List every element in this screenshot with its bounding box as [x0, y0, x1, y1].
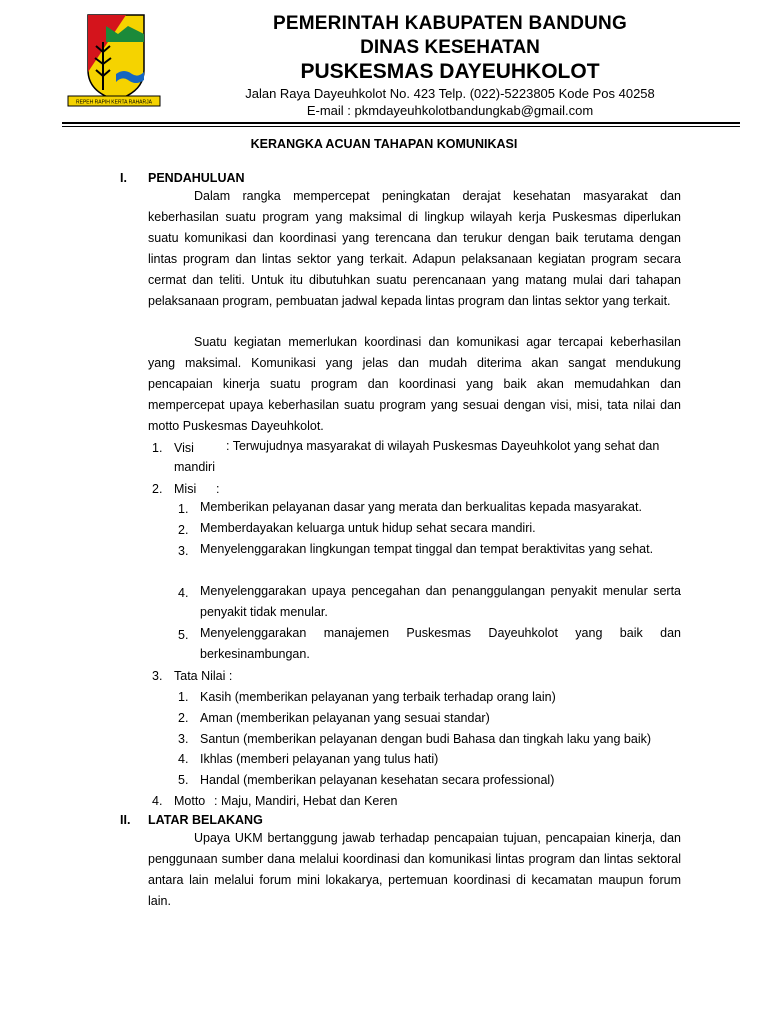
tata-nilai-item-1-number: 1. — [178, 690, 189, 704]
motto-number: 4. — [152, 794, 163, 808]
tata-nilai-label: Tata Nilai : — [174, 669, 233, 683]
tata-nilai-item-1-text: Kasih (memberikan pelayanan yang terbaik terhadap orang lain) — [200, 690, 556, 704]
section1-title: PENDAHULUAN — [148, 171, 245, 185]
header-government-name: PEMERINTAH KABUPATEN BANDUNG — [273, 13, 627, 34]
motto-label: Motto — [174, 794, 206, 808]
misi-item-1-number: 1. — [178, 502, 189, 516]
crest-motto-text: REPEH RAPIH KERTA RAHARJA — [76, 99, 152, 106]
header-divider-thick — [62, 122, 740, 124]
misi-number: 2. — [152, 482, 163, 496]
misi-item-3-text: Menyelenggarakan lingkungan tempat tinggal dan tempat beraktivitas yang sehat. — [200, 542, 654, 556]
misi-item-4-number: 4. — [178, 586, 189, 600]
misi-item-2-number: 2. — [178, 523, 189, 537]
header-divider-thin — [62, 126, 740, 127]
section2-paragraph-1: Upaya UKM bertanggung jawab terhadap pencapaian tujuan, pencapaian kinerja, dan penggunaan sumber dana melalui koordinasi dan komunikasi lintas program dan lintas sektoral antara lain melalui forum mini lokakarya, pertemuan koordinasi di kecamatan maupun forum lain. — [148, 831, 681, 908]
misi-item-2-text: Memberdayakan keluarga untuk hidup sehat secara mandiri. — [200, 521, 536, 535]
misi-item-1-text: Memberikan pelayanan dasar yang merata dan berkualitas kepada masyarakat. — [200, 500, 642, 514]
misi-item-5-number: 5. — [178, 628, 189, 642]
section1-number: I. — [120, 171, 127, 185]
document-title: KERANGKA ACUAN TAHAPAN KOMUNIKASI — [250, 137, 518, 151]
tata-nilai-item-4-number: 4. — [178, 752, 189, 766]
tata-nilai-item-4-text: Ikhlas (memberi pelayanan yang tulus hati) — [200, 752, 439, 766]
tata-nilai-item-5-text: Handal (memberikan pelayanan kesehatan secara professional) — [200, 773, 555, 787]
header-address: Jalan Raya Dayeuhkolot No. 423 Telp. (022)-5223805 Kode Pos 40258 — [245, 86, 655, 101]
misi-item-5-text: Menyelenggarakan manajemen Puskesmas Dayeuhkolot yang baik dan berkesinambungan. — [200, 626, 681, 661]
misi-item-3-number: 3. — [178, 544, 189, 558]
misi-label: Misi — [174, 482, 197, 496]
section2-number: II. — [120, 813, 131, 827]
misi-colon: : — [216, 482, 220, 496]
tata-nilai-item-2-number: 2. — [178, 711, 189, 725]
header-email: E-mail : pkmdayeuhkolotbandungkab@gmail.com — [306, 103, 594, 118]
visi-number: 1. — [152, 441, 163, 455]
tata-nilai-item-5-number: 5. — [178, 773, 189, 787]
tata-nilai-item-3-number: 3. — [178, 732, 189, 746]
section2-title: LATAR BELAKANG — [148, 813, 263, 827]
tata-nilai-number: 3. — [152, 669, 163, 683]
header-agency-name: DINAS KESEHATAN — [360, 37, 540, 58]
visi-label: Visi — [174, 441, 194, 455]
misi-item-4-text: Menyelenggarakan upaya pencegahan dan penanggulangan penyakit menular serta penyakit tidak menular. — [200, 584, 681, 619]
tata-nilai-item-2-text: Aman (memberikan pelayanan yang sesuai standar) — [200, 711, 490, 725]
section1-paragraph-2: Suatu kegiatan memerlukan koordinasi dan komunikasi agar tercapai keberhasilan yang maksimal. Komunikasi yang jelas dan mudah diterima akan sangat mendukung pencapaian kinerja suatu program dan koordinasi yang baik akan memudahkan dan mempercepat upaya keberhasilan suatu program yang sesuai dengan visi, misi, tata nilai dan motto Puskesmas Dayeuhkolot. — [148, 335, 681, 433]
kabupaten-bandung-crest-logo — [66, 12, 162, 110]
visi-text: : Terwujudnya masyarakat di wilayah Puskesmas Dayeuhkolot yang sehat dan mandiri — [174, 439, 660, 474]
motto-text: : Maju, Mandiri, Hebat dan Keren — [214, 794, 398, 808]
tata-nilai-item-3-text: Santun (memberikan pelayanan dengan budi Bahasa dan tingkah laku yang baik) — [200, 732, 652, 746]
header-puskesmas-name: PUSKESMAS DAYEUHKOLOT — [300, 60, 600, 83]
section1-paragraph-1: Dalam rangka mempercepat peningkatan derajat kesehatan masyarakat dan keberhasilan suatu program yang maksimal di lingkup wilayah kerja Puskesmas diperlukan suatu komunikasi dan koordinasi yang terencana dan terukur dengan baik terutama dengan lintas program dan lintas sektor yang terkait. Adapun pelaksanaan kegiatan program secara cermat dan teliti. Untuk itu dibutuhkan suatu perencanaan yang matang mulai dari tahapan pelaksanaan program, pembuatan jadwal kepada lintas program dan lintas sektor yang terkait. — [148, 189, 681, 308]
